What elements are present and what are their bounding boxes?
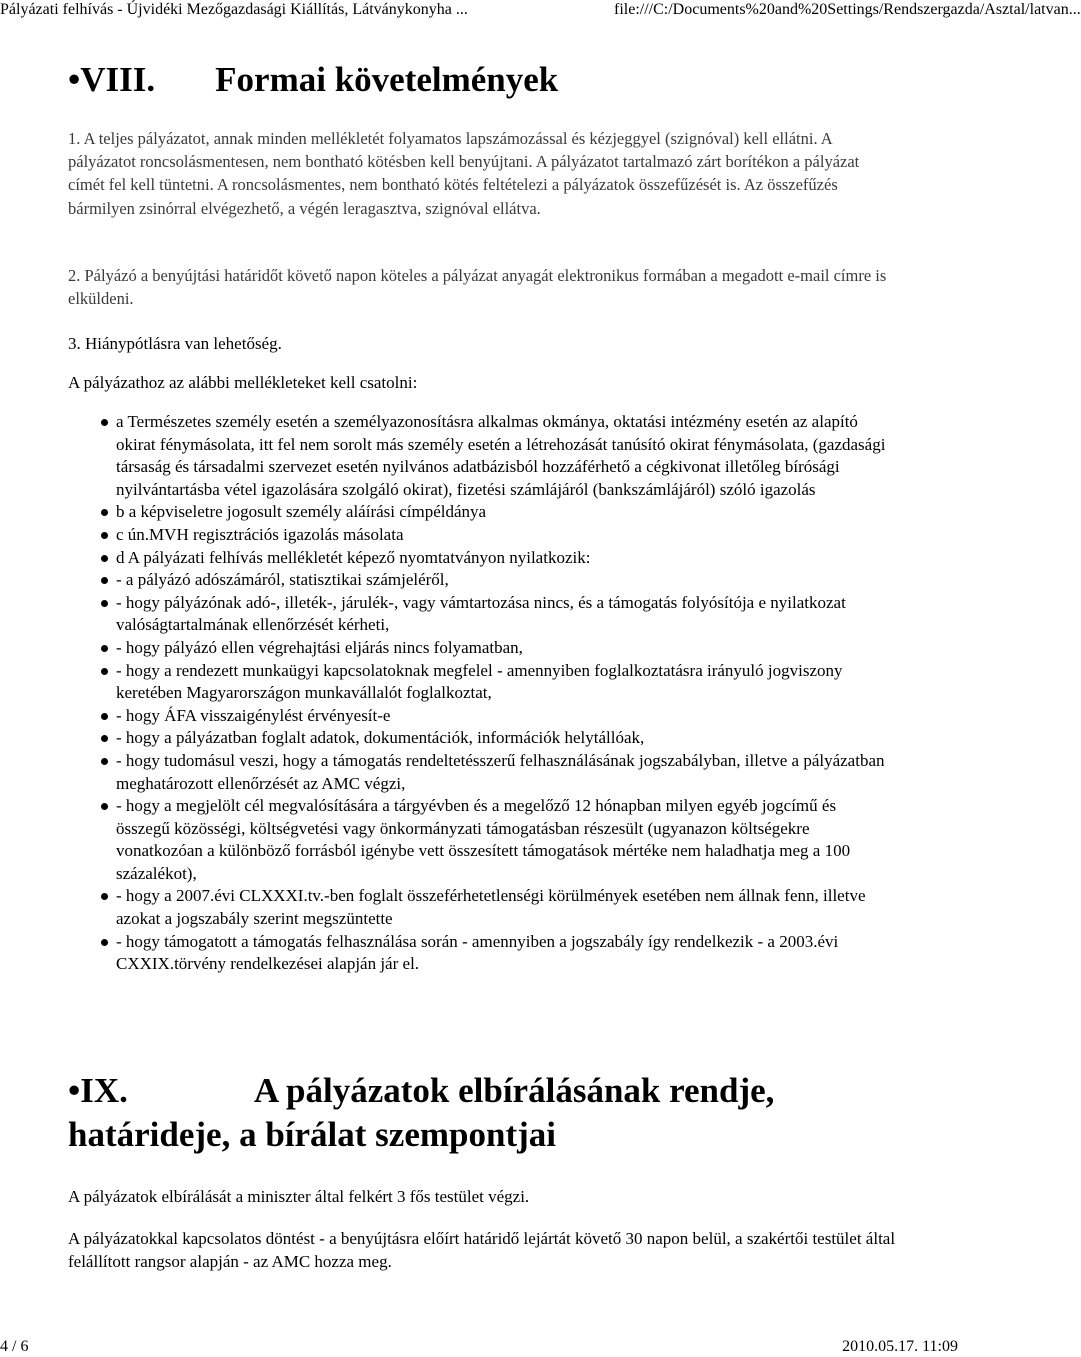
list-item: - hogy pályázónak adó-, illeték-, járulék-, vagy vámtartozása nincs, és a támogatás folyósítója e nyilatkozat valóságtartalmának ellenőrzését kérheti, [68, 592, 893, 637]
list-item: d A pályázati felhívás mellékletét képező nyomtatványon nyilatkozik: [68, 547, 893, 570]
list-item: c ún.MVH regisztrációs igazolás másolata [68, 524, 893, 547]
browser-header-title: Pályázati felhívás - Újvidéki Mezőgazdasági Kiállítás, Látványkonyha ... [0, 1, 468, 18]
section-8-heading [68, 58, 558, 102]
heading-bullet: • [68, 1071, 81, 1110]
list-item: - hogy a 2007.évi CLXXXI.tv.-ben foglalt összeférhetetlenségi körülmények esetében nem állnak fenn, illetve azokat a jogszabály szerint megszüntette [68, 885, 893, 930]
browser-header-url: file:///C:/Documents%20and%20Settings/Rendszergazda/Asztal/latvan... [614, 1, 1081, 18]
list-item: - a pályázó adószámáról, statisztikai számjeléről, [68, 569, 893, 592]
list-item: - hogy pályázó ellen végrehajtási eljárás nincs folyamatban, [68, 637, 893, 660]
list-item: - hogy a rendezett munkaügyi kapcsolatoknak megfelel - amennyiben foglalkoztatásra irányuló jogviszony keretében Magyarországon munkavállalót foglalkoztat, [68, 660, 893, 705]
list-item: - hogy a megjelölt cél megvalósítására a tárgyévben és a megelőző 12 hónapban milyen egyéb jogcímű és összegű közösségi, költségvetési vagy önkormányzati támogatásban részesült (ugyanazon költségekre vonatkozóan a különböző forrásból igénybe vett összesített támogatások mértéke nem haladhatja meg a 100 százalékot), [68, 795, 893, 885]
section-8-title: Formai követelmények [215, 60, 559, 99]
paragraph-1: 1. A teljes pályázatot, annak minden mellékletét folyamatos lapszámozással és kézjeggyel (szignóval) kell ellátni. A pályázatot roncsolásmentesen, nem bontható kötésben kell benyújtani. A pályázatot tartalmazó zárt borítékon a pályázat címét fel kell tüntetni. A roncsolásmentes, nem bontható kötés feltételezi a pályázatok összefűzését is. Az összefűzés bármilyen zsinórral elvégezhető, a végén leragasztva, szignóval ellátva. [68, 129, 860, 218]
paragraph-9-1: A pályázatok elbírálását a miniszter által felkért 3 fős testület végzi. [68, 1187, 530, 1206]
list-item: - hogy a pályázatban foglalt adatok, dokumentációk, információk helytállóak, [68, 727, 893, 750]
list-item: - hogy ÁFA visszaigénylést érvényesít-e [68, 705, 893, 728]
print-datetime: 2010.05.17. 11:09 [842, 1338, 958, 1355]
attachments-list [68, 411, 893, 976]
paragraph-9-2: A pályázatokkal kapcsolatos döntést - a benyújtásra előírt határidő lejártát követő 30 napon belül, a szakértői testület által felállított rangsor alapján - az AMC hozza meg. [68, 1229, 896, 1272]
list-item: - hogy tudomásul veszi, hogy a támogatás rendeltetésszerű felhasználásának jogszabályban, illetve a pályázatban meghatározott ellenőrzését az AMC végzi, [68, 750, 893, 795]
section-8-number: VIII. [80, 60, 156, 99]
section-9-title-line2: határideje, a bírálat szempontjai [68, 1115, 556, 1154]
list-item: a Természetes személy esetén a személyazonosításra alkalmas okmánya, oktatási intézmény esetén az alapító okirat fénymásolata, itt fel nem sorolt más személy esetén a létrehozását tanúsító okirat fénymásolata, (gazdasági társaság és társadalmi szervezet esetén nyilvános adatbázisból hozzáférhető a cégkivonat illetőleg bírósági nyilvántartásba vétel igazolására szolgáló okirat), fizetési számlájáról (bankszámlájáról) szóló igazolás [68, 411, 893, 501]
attachments-lead: A pályázathoz az alábbi mellékleteket kell csatolni: [68, 373, 418, 392]
list-item: b a képviseletre jogosult személy aláírási címpéldánya [68, 501, 893, 524]
heading-bullet: • [68, 60, 81, 99]
section-9-heading [68, 1069, 774, 1113]
paragraph-3: 3. Hiánypótlásra van lehetőség. [68, 334, 282, 353]
section-9-number: IX. [80, 1071, 128, 1110]
paragraph-2: 2. Pályázó a benyújtási határidőt követő napon köteles a pályázat anyagát elektronikus formában a megadott e-mail címre is elküldeni. [68, 266, 887, 309]
page-number: 4 / 6 [0, 1338, 29, 1355]
list-item: - hogy támogatott a támogatás felhasználása során - amennyiben a jogszabály így rendelkezik - a 2003.évi CXXIX.törvény rendelkezései alapján jár el. [68, 931, 893, 976]
section-9-title-line1: A pályázatok elbírálásának rendje, [253, 1071, 775, 1110]
